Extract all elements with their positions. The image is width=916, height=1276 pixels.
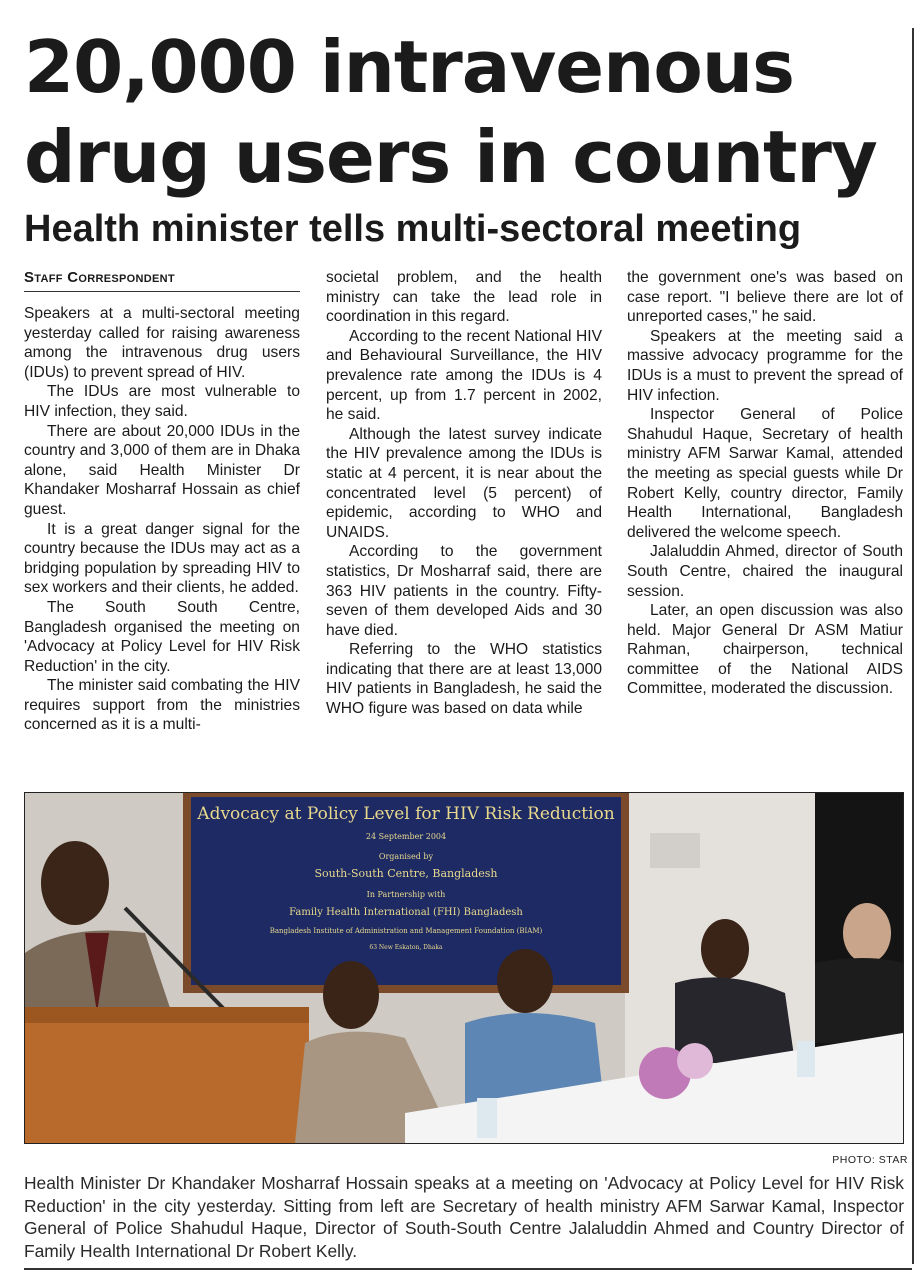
paragraph: Later, an open discussion was also held. Major General Dr ASM Matiur Rahman, chairperson, technical committee of the National AIDS Committee, moderated the discussion. <box>627 602 903 698</box>
paragraph: There are about 20,000 IDUs in the country and 3,000 of them are in Dhaka alone, said Health Minister Dr Khandaker Mosharraf Hossain as chief guest. <box>24 422 300 518</box>
article-column-2 <box>326 268 602 719</box>
banner-title: Advocacy at Policy Level for HIV Risk Reduction <box>197 804 615 824</box>
photo-caption: Health Minister Dr Khandaker Mosharraf Hossain speaks at a meeting on 'Advocacy at Policy Level for HIV Risk Reduction' in the city yesterday. Sitting from left are Secretary of health ministry AFM Sarwar Kamal, Inspector General of Police Shahudul Haque, Director of South-South Centre Jalaluddin Ahmed and Country Director of Family Health International Dr Robert Kelly. <box>24 1173 904 1261</box>
banner-date: 24 September 2004 <box>365 832 447 841</box>
photo-credit: PHOTO: STAR <box>832 1154 908 1166</box>
article-column-3 <box>627 268 903 699</box>
paragraph: societal problem, and the health ministry can take the lead role in coordination in this regard. <box>326 269 602 326</box>
paragraph: The IDUs are most vulnerable to HIV infection, they said. <box>24 383 300 420</box>
headline: 20,000 intravenous drug users in country <box>24 25 877 199</box>
paragraph: Inspector General of Police Shahudul Haque, Secretary of health ministry AFM Sarwar Kamal, attended the meeting as special guests while Dr Robert Kelly, country director, Family Health International, Bangladesh delivered the welcome speech. <box>627 406 903 541</box>
subheadline: Health minister tells multi-sectoral meeting <box>24 208 802 250</box>
banner-partnership: In Partnership with <box>366 890 446 899</box>
paragraph: the government one's was based on case report. "I believe there are lot of unreported cases," he said. <box>627 269 903 326</box>
byline: Staff Correspondent <box>24 269 300 292</box>
paragraph: The minister said combating the HIV requires support from the ministries concerned as it is a multi- <box>24 677 300 734</box>
paragraph: Referring to the WHO statistics indicating that there are at least 13,000 HIV patients in Bangladesh, he said the WHO figure was based on data while <box>326 641 602 718</box>
article-column-1 <box>24 304 300 735</box>
podium <box>25 1007 309 1143</box>
bottom-rule <box>24 1268 912 1270</box>
photo-illustration <box>25 793 903 1143</box>
paragraph: Although the latest survey indicate the HIV prevalence among the IDUs is static at 4 percent, it is near about the concentrated level (5 percent) of epidemic, according to WHO and UNAIDS. <box>326 425 602 541</box>
banner-partner: Family Health International (FHI) Bangladesh <box>289 907 523 918</box>
paragraph: According to the government statistics, Dr Mosharraf said, there are 363 HIV patients in the country. Fifty-seven of them developed Aids and 30 have died. <box>326 543 602 639</box>
paragraph: Speakers at a multi-sectoral meeting yesterday called for raising awareness among the intravenous drug users (IDUs) to prevent spread of HIV. <box>24 305 300 381</box>
banner-organised-by: Organised by <box>378 852 434 861</box>
banner-organiser: South-South Centre, Bangladesh <box>314 867 498 880</box>
column-rule-right <box>912 28 914 1264</box>
banner-address: 63 New Eskaton, Dhaka <box>369 944 443 951</box>
paragraph: It is a great danger signal for the country because the IDUs may act as a bridging population by spreading HIV to sex workers and their clients, he added. <box>24 520 300 597</box>
news-photo <box>24 792 904 1144</box>
paragraph: The South South Centre, Bangladesh organised the meeting on 'Advocacy at Policy Level for HIV Risk Reduction' in the city. <box>24 598 300 675</box>
paragraph: Speakers at the meeting said a massive advocacy programme for the IDUs is a must to prevent the spread of HIV infection. <box>627 327 903 404</box>
paragraph: Jalaluddin Ahmed, director of South South Centre, chaired the inaugural session. <box>627 543 903 600</box>
banner-institute: Bangladesh Institute of Administration and Management Foundation (BIAM) <box>269 927 543 935</box>
paragraph: According to the recent National HIV and Behavioural Surveillance, the HIV prevalence rate among the IDUs is 4 percent, up from 1.7 percent in 2002, he said. <box>326 327 602 424</box>
